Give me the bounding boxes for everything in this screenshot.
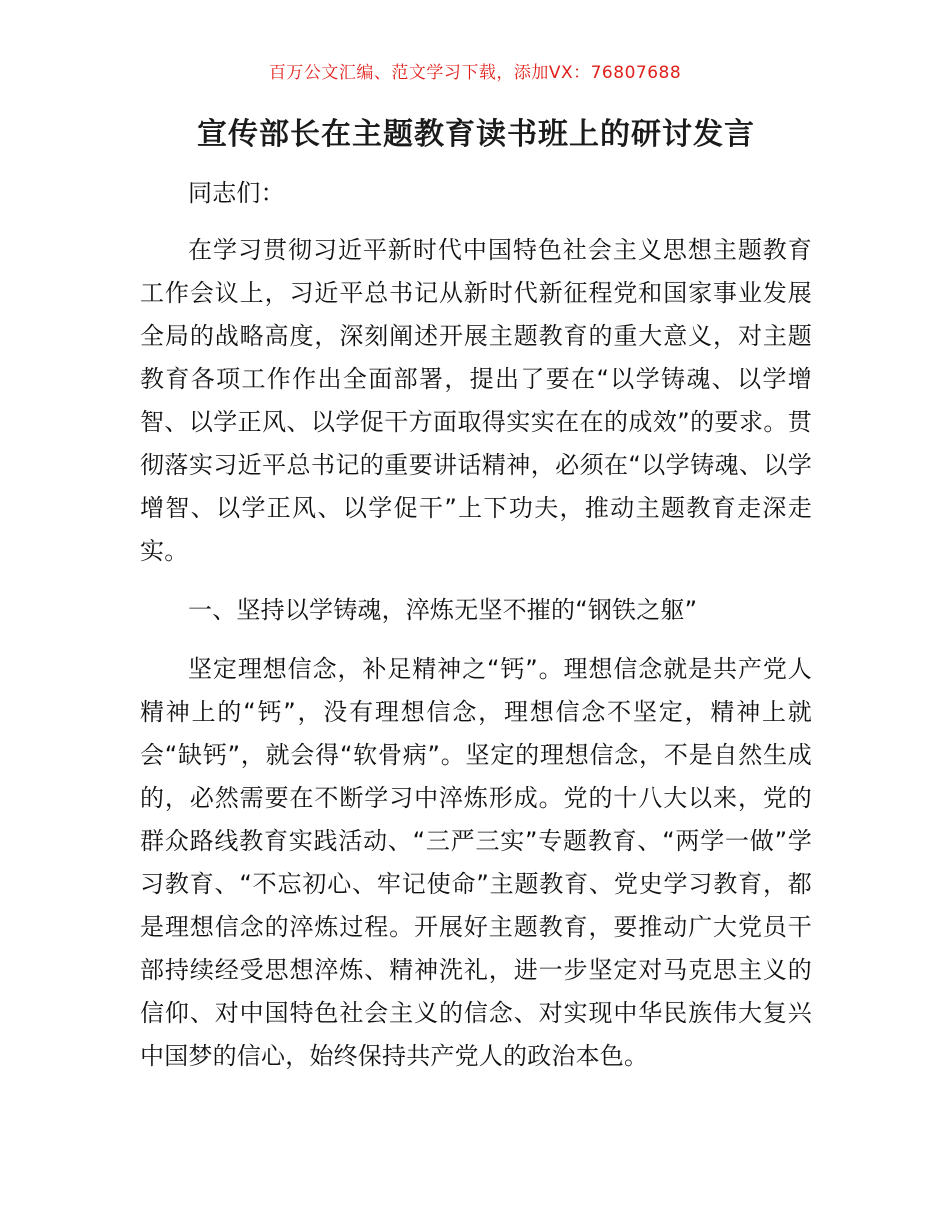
section-heading-1: 一、坚持以学铸魂，淬炼无坚不摧的“钢铁之躯” [188,596,698,624]
watermark-banner: 百万公文汇编、范文学习下载，添加VX：76807688 [268,63,682,83]
paragraph-section-1: 坚定理想信念，补足精神之“钙”。理想信念就是共产党人精神上的“钙”，没有理想信念，理想信念不坚定，精神上就会“缺钙”，就会得“软骨病”。坚定的理想信念，不是自然生成的，必然需要在不断学习中淬炼形成。党的十八大以来，党的群众路线教育实践活动、“三严三实”专题教育、“两学一做”学习教育、“不忘初心、牢记使命”主题教育、党史学习教育，都是理想信念的淬炼过程。开展好主题教育，要推动广大党员干部持续经受思想淬炼、精神洗礼，进一步坚定对马克思主义的信仰、对中国特色社会主义的信念、对实现中华民族伟大复兴中国梦的信心，始终保持共产党人的政治本色。 [140,655,812,1070]
greeting: 同志们： [188,179,285,207]
paragraph-intro: 在学习贯彻习近平新时代中国特色社会主义思想主题教育工作会议上，习近平总书记从新时代新征程党和国家事业发展全局的战略高度，深刻阐述开展主题教育的重大意义，对主题教育各项工作作出全面部署，提出了要在“以学铸魂、以学增智、以学正风、以学促干方面取得实实在在的成效”的要求。贯彻落实习近平总书记的重要讲话精神，必须在“以学铸魂、以学增智、以学正风、以学促干”上下功夫，推动主题教育走深走实。 [140,236,812,565]
document-body [140,112,812,1094]
document-title: 宣传部长在主题教育读书班上的研讨发言 [197,117,755,152]
